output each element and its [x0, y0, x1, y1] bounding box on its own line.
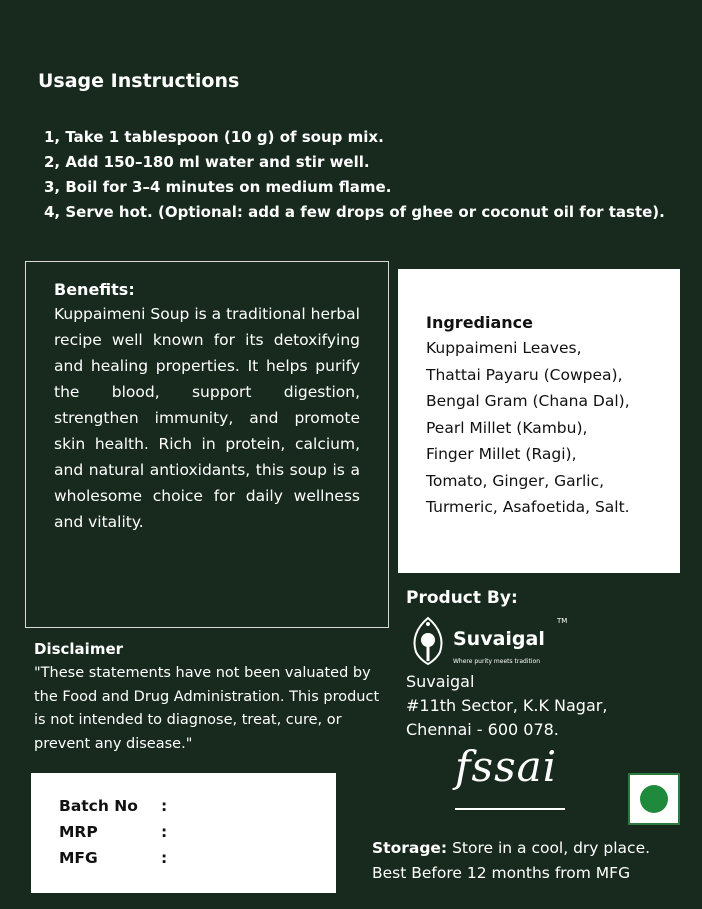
mfg-label: MFG: [59, 849, 98, 867]
product-by-label: Product By:: [406, 588, 518, 608]
storage-label: Storage:: [372, 839, 448, 857]
best-before: Best Before 12 months from MFG: [372, 864, 631, 882]
brand-name: Suvaigal: [453, 628, 545, 650]
disclaimer-title: Disclaimer: [34, 640, 124, 658]
mrp-label: MRP: [59, 823, 98, 841]
mfg-row: [59, 845, 336, 871]
storage-line: [372, 836, 650, 861]
veg-dot: [640, 785, 668, 813]
benefits-text: Kuppaimeni Soup is a traditional herbal recipe well known for its detoxifying and healing properties. It helps purify the blood, support digestion, strengthen immunity, and promote skin health. Rich in protein, calcium, and natural antioxidants, this soup is a wholesome choice for daily wellness and vitality.: [54, 305, 360, 531]
address-line: Suvaigal: [406, 672, 475, 691]
veg-mark-icon: [628, 773, 680, 825]
usage-step: 4, Serve hot. (Optional: add a few drops of ghee or coconut oil for taste).: [44, 203, 665, 221]
ingredient-line: Bengal Gram (Chana Dal),: [426, 392, 630, 410]
fssai-logo: fssai: [455, 742, 558, 791]
address-line: #11th Sector, K.K Nagar,: [406, 696, 608, 715]
usage-step: 3, Boil for 3–4 minutes on medium flame.: [44, 178, 392, 196]
disclaimer-section: [34, 640, 394, 756]
ingredients-title: Ingrediance: [426, 313, 533, 332]
usage-title: Usage Instructions: [38, 70, 240, 92]
benefits-title: Benefits:: [54, 280, 135, 299]
ingredient-line: Kuppaimeni Leaves,: [426, 339, 582, 357]
usage-steps: [44, 125, 665, 225]
brand-tagline: Where purity meets tradition: [453, 658, 540, 665]
address-line: Chennai - 600 078.: [406, 720, 559, 739]
mrp-row: [59, 819, 336, 845]
ingredient-line: Thattai Payaru (Cowpea),: [426, 365, 623, 384]
fssai-underline: [455, 808, 565, 810]
manufacturer-address: [406, 670, 607, 742]
usage-step: 1, Take 1 tablespoon (10 g) of soup mix.: [44, 128, 384, 146]
ingredient-line: Pearl Millet (Kambu),: [426, 418, 588, 437]
batch-label: Batch No: [59, 797, 138, 815]
mfg-sep: :: [161, 849, 168, 867]
benefits-box: [25, 261, 389, 628]
ingredient-line: Finger Millet (Ragi),: [426, 445, 577, 463]
mrp-sep: :: [161, 823, 168, 841]
ingredient-line: Tomato, Ginger, Garlic,: [426, 471, 605, 490]
batch-row: [59, 793, 336, 819]
batch-sep: :: [161, 797, 168, 815]
storage-section: [372, 836, 650, 886]
storage-text: Store in a cool, dry place.: [447, 839, 651, 857]
ingredients-box: [398, 269, 680, 573]
disclaimer-text: "These statements have not been valuated by the Food and Drug Administration. This product is not intended to diagnose, treat, cure, or prevent any disease.": [34, 665, 380, 752]
ingredient-line: Turmeric, Asafoetida, Salt.: [426, 498, 630, 516]
trademark-mark: TM: [557, 617, 568, 625]
batch-box: [31, 773, 336, 893]
usage-step: 2, Add 150–180 ml water and stir well.: [44, 153, 370, 171]
